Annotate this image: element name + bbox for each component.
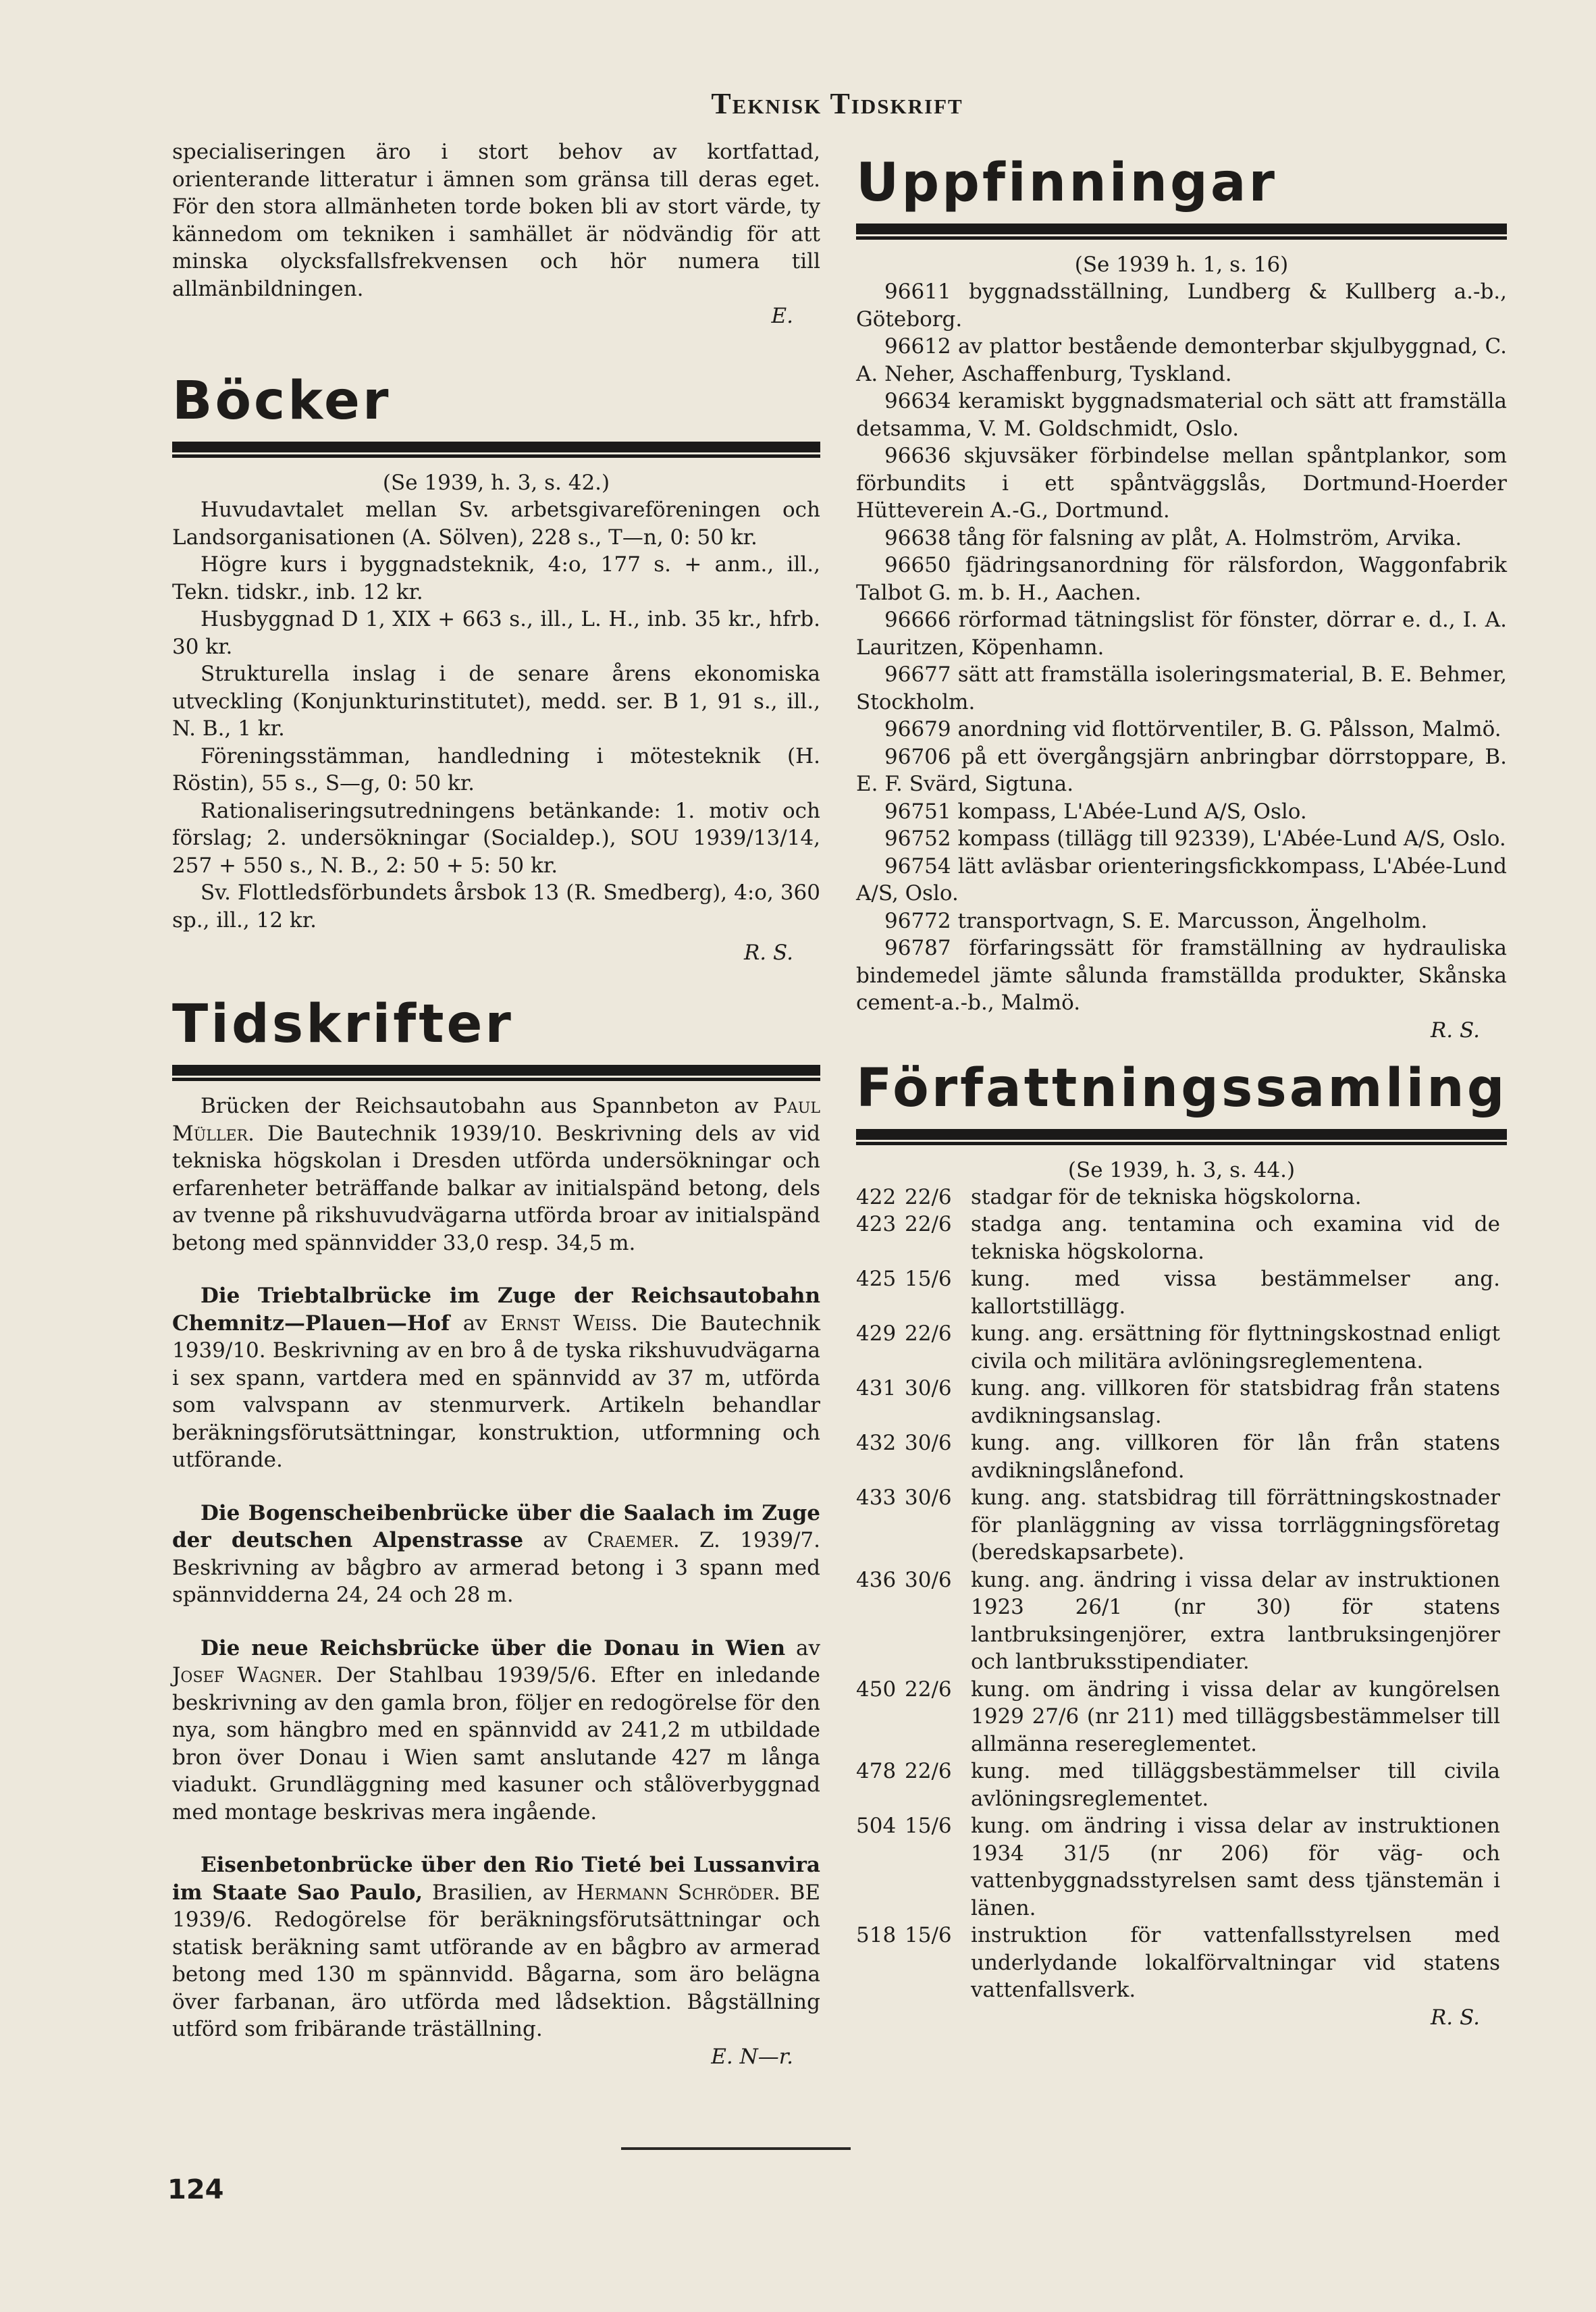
book-entry: Strukturella inslag i de senare årens ekonomiska utveckling (Konjunkturinstitutet), medd. ser. B 1, 91 s., ill., N. B., 1 kr. (172, 662, 820, 741)
article-author: Josef Wagner (172, 1663, 317, 1687)
patent-entry: 96787 förfaringssätt för framställning av hydrauliska bindemedel jämte sålunda framställda produkter, Skånska cement-a.-b., Malmö. (856, 936, 1507, 1015)
patent-entry: 96636 skjuvsäker förbindelse mellan spåntplankor, som förbundits i ett spåntväggslås, Dortmund-Hoerder Hütteverein A.-G., Dortmund. (856, 444, 1507, 523)
article-title: Die Triebtalbrücke im Zuge der Reichsautobahn Chemnitz—Plauen—Hof (172, 1284, 820, 1336)
article-body: . Die Bautechnik 1939/10. Beskrivning av en bro å de tyska rikshuvudvägarna i sex spann, vartdera med en spännvidd av 37 m, utförda som valvspann av stenmurverk. Artikeln behandlar beräkningsförutsättningar, konstruktion, utformning och utförande. (172, 1311, 820, 1472)
patent-entry: 96611 byggnadsställning, Lundberg & Kullberg a.-b., Göteborg. (856, 280, 1507, 332)
books-reference: (Se 1939, h. 3, s. 42.) (382, 471, 610, 495)
article-author: Hermann Schröder (576, 1880, 774, 1905)
left-column (172, 138, 820, 2070)
statute-text: kung. ang. villkoren för lån från statens avdikningslånefond. (971, 1431, 1500, 1483)
article-title: Eisenbetonbrücke über den Rio Tieté bei Lussanvira im Staate Sao Paulo, (172, 1853, 820, 1905)
statute-number: 504 (856, 1814, 897, 1838)
article-by: av (450, 1311, 501, 1336)
article-author: Paul Müller (172, 1094, 820, 1146)
statutes-list (856, 1184, 1507, 2004)
patent-entry: 96772 transportvagn, S. E. Marcusson, Ängelholm. (884, 908, 1428, 933)
statutes-heading: Författningssamling (856, 1057, 1508, 1119)
statute-date: 15/6 (905, 1923, 952, 1947)
patent-entry: 96752 kompass (tillägg till 92339), L'Abée-Lund A/S, Oslo. (884, 826, 1506, 851)
book-entry: Föreningsstämman, handledning i mötesteknik (H. Röstin), 55 s., S—g, 0: 50 kr. (172, 743, 820, 795)
statute-row (856, 1758, 1507, 1812)
article-by: av (719, 1094, 774, 1118)
statute-text: kung. ang. villkoren för statsbidrag från statens avdikningsanslag. (971, 1376, 1500, 1428)
statutes-signature: R. S. (1430, 2005, 1480, 2030)
patents-rule (856, 224, 1507, 236)
statute-date: 22/6 (905, 1321, 952, 1346)
statute-number: 432 (856, 1431, 897, 1455)
statute-date: 30/6 (905, 1486, 952, 1510)
statute-date: 22/6 (905, 1184, 952, 1209)
statute-text: stadgar för de tekniska högskolorna. (971, 1184, 1362, 1209)
right-column (856, 138, 1507, 2031)
statute-date: 30/6 (905, 1376, 952, 1400)
patent-entry: 96650 fjädringsanordning för rälsfordon, Waggonfabrik Talbot G. m. b. H., Aachen. (856, 553, 1507, 605)
statute-date: 22/6 (905, 1677, 952, 1702)
periodicals-signature: E. N—r. (711, 2044, 793, 2069)
book-entry: Sv. Flottledsförbundets årsbok 13 (R. Smedberg), 4:o, 360 sp., ill., 12 kr. (172, 881, 820, 932)
statute-number: 478 (856, 1759, 897, 1783)
patent-entry: 96638 tång för falsning av plåt, A. Holmström, Arvika. (884, 525, 1462, 550)
patents-list (856, 278, 1507, 1017)
statute-row (856, 1375, 1507, 1429)
statute-date: 30/6 (905, 1431, 952, 1455)
article-body: . Der Stahlbau 1939/5/6. Efter en inledande beskrivning av den gamla bron, följer en redogörelse för den nya, som hängbro med en spännvidd av 241,2 m utbildade bron över Donau i Wien samt anslutande 427 m långa viadukt. Grundläggning med kasuner och stålöverbyggnad med montage beskrivas mera ingående. (172, 1663, 820, 1824)
statute-number: 423 (856, 1212, 897, 1236)
page-number: 124 (167, 2174, 224, 2205)
patents-heading: Uppfinningar (856, 153, 1277, 213)
article-author: Ernst Weiss (500, 1311, 632, 1336)
statute-row (856, 1429, 1507, 1484)
statute-text: kung. om ändring i vissa delar av instruktionen 1934 31/5 (nr 206) för väg- och vattenbyggnadsstyrelsen samt dess tjänstemän i länen. (971, 1814, 1500, 1920)
article-title: Brücken der Reichsautobahn aus Spannbeton (201, 1094, 720, 1118)
book-entry: Husbyggnad D 1, XIX + 663 s., ill., L. H., inb. 35 kr., hfrb. 30 kr. (172, 607, 820, 659)
books-signature: R. S. (743, 941, 793, 965)
statute-row (856, 1567, 1507, 1676)
statute-text: kung. med vissa bestämmelser ang. kallortstillägg. (971, 1267, 1500, 1319)
article-author: Craemer (587, 1528, 673, 1552)
periodicals-list (172, 1093, 820, 2043)
article-title: Die neue Reichsbrücke über die Donau in Wien (201, 1635, 786, 1660)
periodical-article (172, 1851, 820, 2043)
periodical-article (172, 1635, 820, 1827)
statute-number: 429 (856, 1321, 897, 1346)
article-title: Die Bogenscheibenbrücke über die Saalach im Zuge der deutschen Alpenstrasse (172, 1500, 820, 1552)
footer-rule (621, 2147, 851, 2150)
statute-row (856, 1320, 1507, 1375)
intro-paragraph: specialiseringen äro i stort behov av kortfattad, orienterande litteratur i ämnen som gränsa till deras eget. För den stora allmänheten torde boken bli av stort värde, ty kännedom om tekniken i samhället är nödvändig för att minska olycksfallsfrekvensen och hör numera till allmänbildningen. (172, 140, 820, 301)
periodical-article (172, 1282, 820, 1474)
statute-number: 431 (856, 1376, 897, 1400)
article-by: Brasilien, av (423, 1880, 577, 1905)
statute-number: 436 (856, 1567, 897, 1592)
article-by: av (523, 1528, 587, 1552)
patent-entry: 96679 anordning vid flottörventiler, B. G. Pålsson, Malmö. (884, 717, 1501, 741)
statutes-reference: (Se 1939, h. 3, s. 44.) (1067, 1157, 1296, 1182)
patents-reference: (Se 1939 h. 1, s. 16) (1074, 253, 1289, 277)
statute-date: 22/6 (905, 1212, 952, 1236)
statute-row (856, 1676, 1507, 1758)
journal-title: Teknisk Tidskrift (711, 87, 963, 120)
statute-date: 15/6 (905, 1267, 952, 1291)
statute-row (856, 1184, 1507, 1211)
statute-date: 15/6 (905, 1814, 952, 1838)
patent-entry: 96754 lätt avläsbar orienteringsfickkompass, L'Abée-Lund A/S, Oslo. (856, 853, 1507, 905)
patents-signature: R. S. (1430, 1018, 1480, 1043)
statute-row (856, 1812, 1507, 1922)
books-rule (172, 442, 820, 454)
statute-row (856, 1484, 1507, 1567)
statute-date: 30/6 (905, 1567, 952, 1592)
statute-row (856, 1265, 1507, 1320)
statutes-rule (856, 1129, 1507, 1142)
book-entry: Huvudavtalet mellan Sv. arbetsgivareföreningen och Landsorganisationen (A. Sölven), 228 s., T—n, 0: 50 kr. (172, 498, 820, 550)
statute-text: kung. med tilläggsbestämmelser till civila avlöningsreglementet. (971, 1759, 1500, 1811)
books-list (172, 496, 820, 934)
book-entry: Rationaliseringsutredningens betänkande: 1. motiv och förslag; 2. undersökningar (Socialdep.), SOU 1939/13/14, 257 + 550 s., N. B., 2: 50 + 5: 50 kr. (172, 798, 820, 878)
statute-text: stadga ang. tentamina och examina vid de tekniska högskolorna. (971, 1212, 1500, 1264)
article-body: . BE 1939/6. Redogörelse för beräkningsförutsättningar och statisk beräkning samt utförande av en bågbro av armerad betong med 130 m spännvidd. Bågarna, som äro belägna över farbanan, äro utförda med lådsektion. Bågställning utförd som fribärande träställning. (172, 1880, 820, 2041)
book-entry: Högre kurs i byggnadsteknik, 4:o, 177 s. + anm., ill., Tekn. tidskr., inb. 12 kr. (172, 552, 820, 604)
statute-row (856, 1211, 1507, 1265)
article-body: . Die Bautechnik 1939/10. Beskrivning dels av vid tekniska högskolan i Dresden utförda undersökningar och erfarenheter beträffande balkar av initialspänd betong, dels av tvenne på rikshuvudvägarna utförda broar av initialspänd betong med spännvidder 33,0 resp. 34,5 m. (172, 1121, 820, 1255)
patent-entry: 96677 sätt att framställa isoleringsmaterial, B. E. Behmer, Stockholm. (856, 662, 1507, 714)
intro-signature: E. (771, 304, 793, 328)
statute-row (856, 1922, 1507, 2004)
statute-date: 22/6 (905, 1759, 952, 1783)
article-body: . Z. 1939/7. Beskrivning av bågbro av armerad betong i 3 spann med spännvidderna 24, 24 och 28 m. (172, 1528, 821, 1607)
periodicals-rule (172, 1065, 820, 1078)
periodical-article (172, 1500, 820, 1609)
statute-text: kung. ang. ändring i vissa delar av instruktionen 1923 26/1 (nr 30) för statens lantbruksingenjörer, extra lantbruksingenjörer och lantbruksstipendiater. (971, 1567, 1500, 1674)
statute-number: 450 (856, 1677, 897, 1702)
patent-entry: 96634 keramiskt byggnadsmaterial och sätt att framställa detsamma, V. M. Goldschmidt, Oslo. (856, 389, 1507, 441)
statute-number: 422 (856, 1184, 897, 1209)
patent-entry: 96666 rörformad tätningslist för fönster, dörrar e. d., I. A. Lauritzen, Köpenhamn. (856, 608, 1507, 660)
patent-entry: 96751 kompass, L'Abée-Lund A/S, Oslo. (884, 799, 1307, 824)
statute-text: kung. ang. statsbidrag till förrättningskostnader för planläggning av vissa torrläggningsföretag (beredskapsarbete). (971, 1486, 1500, 1565)
statute-text: instruktion för vattenfallsstyrelsen med underlydande lokalförvaltningar vid statens vattenfallsverk. (971, 1923, 1500, 2002)
statute-text: kung. om ändring i vissa delar av kungörelsen 1929 27/6 (nr 211) med tilläggsbestämmelser till allmänna resereglementet. (971, 1677, 1500, 1756)
statute-number: 433 (856, 1486, 897, 1510)
patent-entry: 96612 av plattor bestående demonterbar skjulbyggnad, C. A. Neher, Aschaffenburg, Tyskland. (856, 334, 1507, 386)
article-by: av (785, 1635, 820, 1660)
statute-text: kung. ang. ersättning för flyttningskostnad enligt civila och militära avlöningsreglementena. (971, 1321, 1500, 1373)
books-heading: Böcker (172, 371, 392, 431)
periodical-article (172, 1093, 820, 1257)
statute-number: 518 (856, 1923, 897, 1947)
patent-entry: 96706 på ett övergångsjärn anbringbar dörrstoppare, B. E. F. Svärd, Sigtuna. (856, 744, 1507, 796)
statute-number: 425 (856, 1267, 897, 1291)
periodicals-heading: Tidskrifter (172, 994, 514, 1055)
